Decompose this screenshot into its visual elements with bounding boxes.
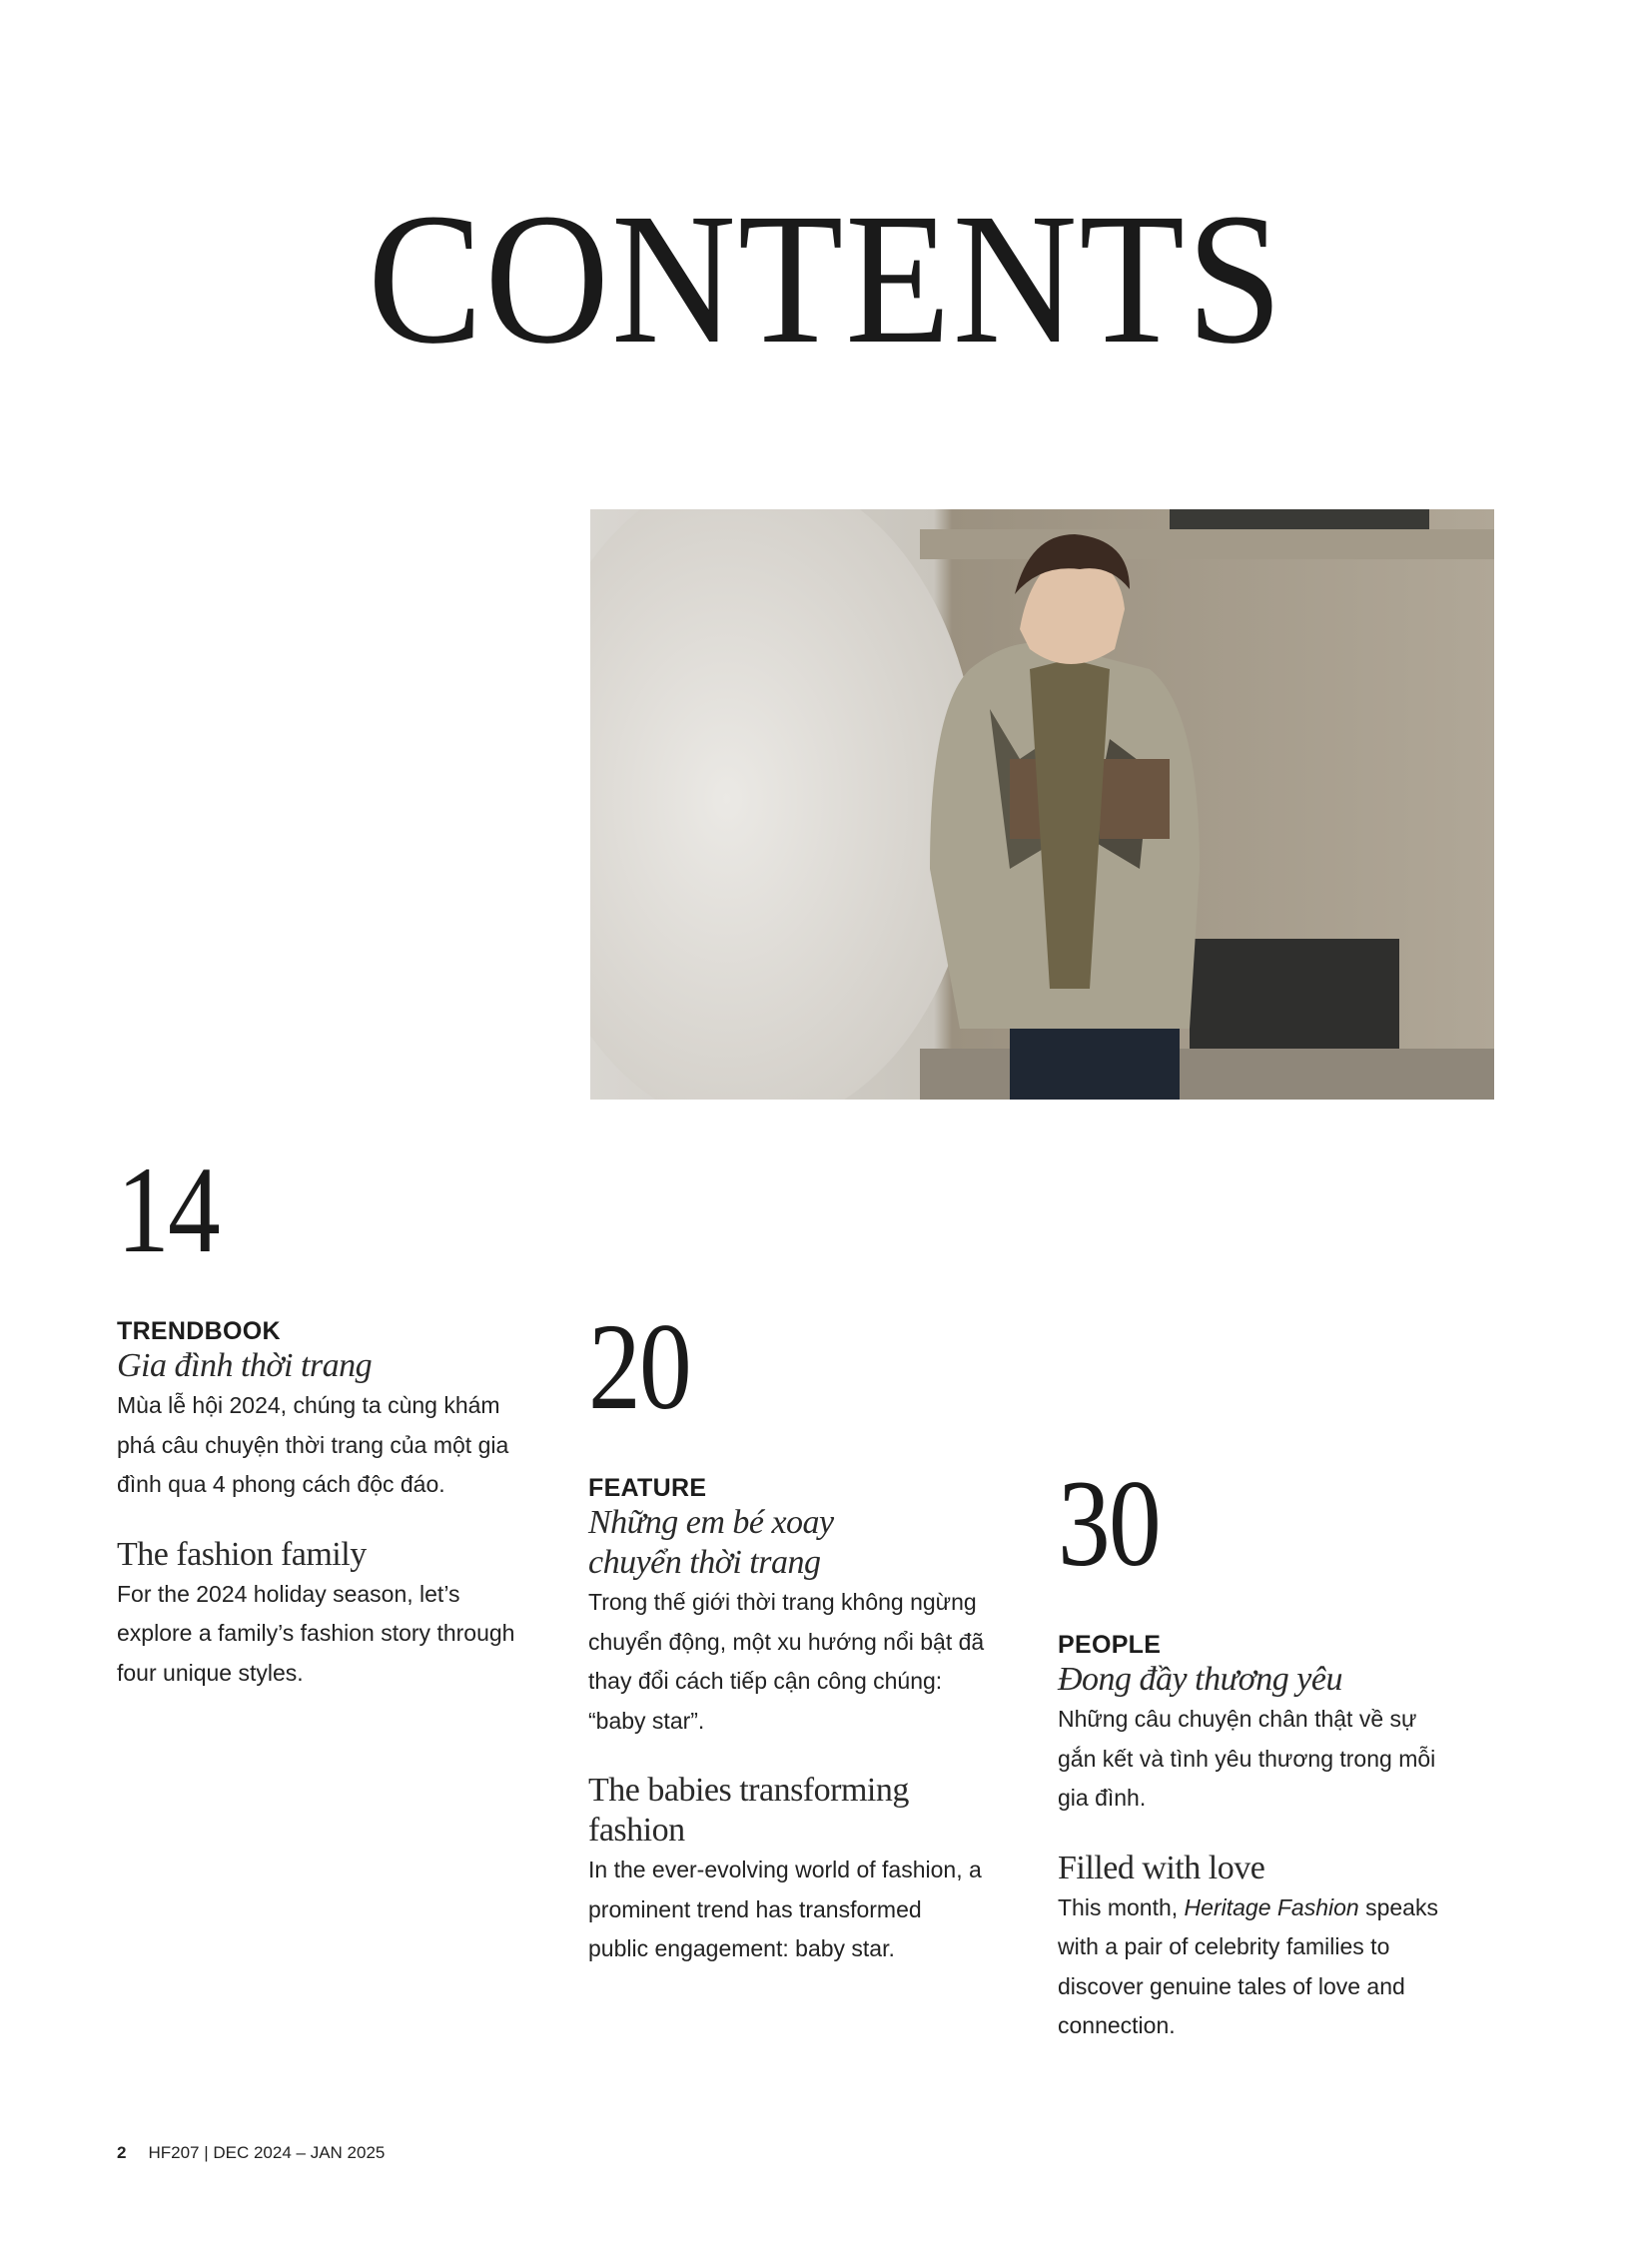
section-en-title: The fashion family <box>117 1535 367 1573</box>
section-vi-body: Mùa lễ hội 2024, chúng ta cùng khám phá câu chuyện thời trang của một gia đình qua 4 phong cách độc đáo. <box>117 1392 509 1497</box>
section-en-body <box>1058 1888 1457 2046</box>
page-footer <box>117 2143 385 2163</box>
page-number-30: 30 <box>1058 1455 1160 1592</box>
section-trendbook <box>117 1141 516 1693</box>
footer-issue: HF207 | DEC 2024 – JAN 2025 <box>148 2143 386 2162</box>
section-people <box>1058 1455 1457 2046</box>
section-category: PEOPLE <box>1058 1631 1162 1659</box>
page-title: CONTENTS <box>368 174 1284 382</box>
page-number-20: 20 <box>588 1298 690 1435</box>
section-en-title: The babies transforming fashion <box>588 1772 909 1849</box>
section-vi-title: Những em bé xoay chuyển thời trang <box>588 1504 834 1581</box>
feature-photo <box>590 509 1494 1100</box>
section-en-body: For the 2024 holiday season, let’s explore a family’s fashion story through four unique styles. <box>117 1580 515 1686</box>
section-vi-body: Những câu chuyện chân thật về sự gắn kết và tình yêu thương trong mỗi gia đình. <box>1058 1706 1436 1811</box>
section-vi-title: Gia đình thời trang <box>117 1347 373 1384</box>
footer-page-number: 2 <box>117 2143 127 2162</box>
section-en-title: Filled with love <box>1058 1849 1265 1886</box>
section-vi-title: Đong đầy thương yêu <box>1058 1661 1342 1698</box>
section-category: TRENDBOOK <box>117 1317 281 1345</box>
section-en-body: In the ever-evolving world of fashion, a prominent trend has transformed public engagement: baby star. <box>588 1857 982 1961</box>
section-vi-body: Trong thế giới thời trang không ngừng chuyển động, một xu hướng nổi bật đã thay đổi cách tiếp cận công chúng: “baby star”. <box>588 1589 985 1734</box>
page-number-14: 14 <box>117 1141 219 1278</box>
section-feature <box>588 1298 988 1969</box>
en-body-suffix: speaks with a pair of celebrity families to discover genuine tales of love and connection. <box>1058 1893 1438 2038</box>
publication-name: Heritage Fashion <box>1184 1893 1359 1920</box>
section-category: FEATURE <box>588 1474 707 1502</box>
en-body-prefix: This month, <box>1058 1893 1185 1920</box>
